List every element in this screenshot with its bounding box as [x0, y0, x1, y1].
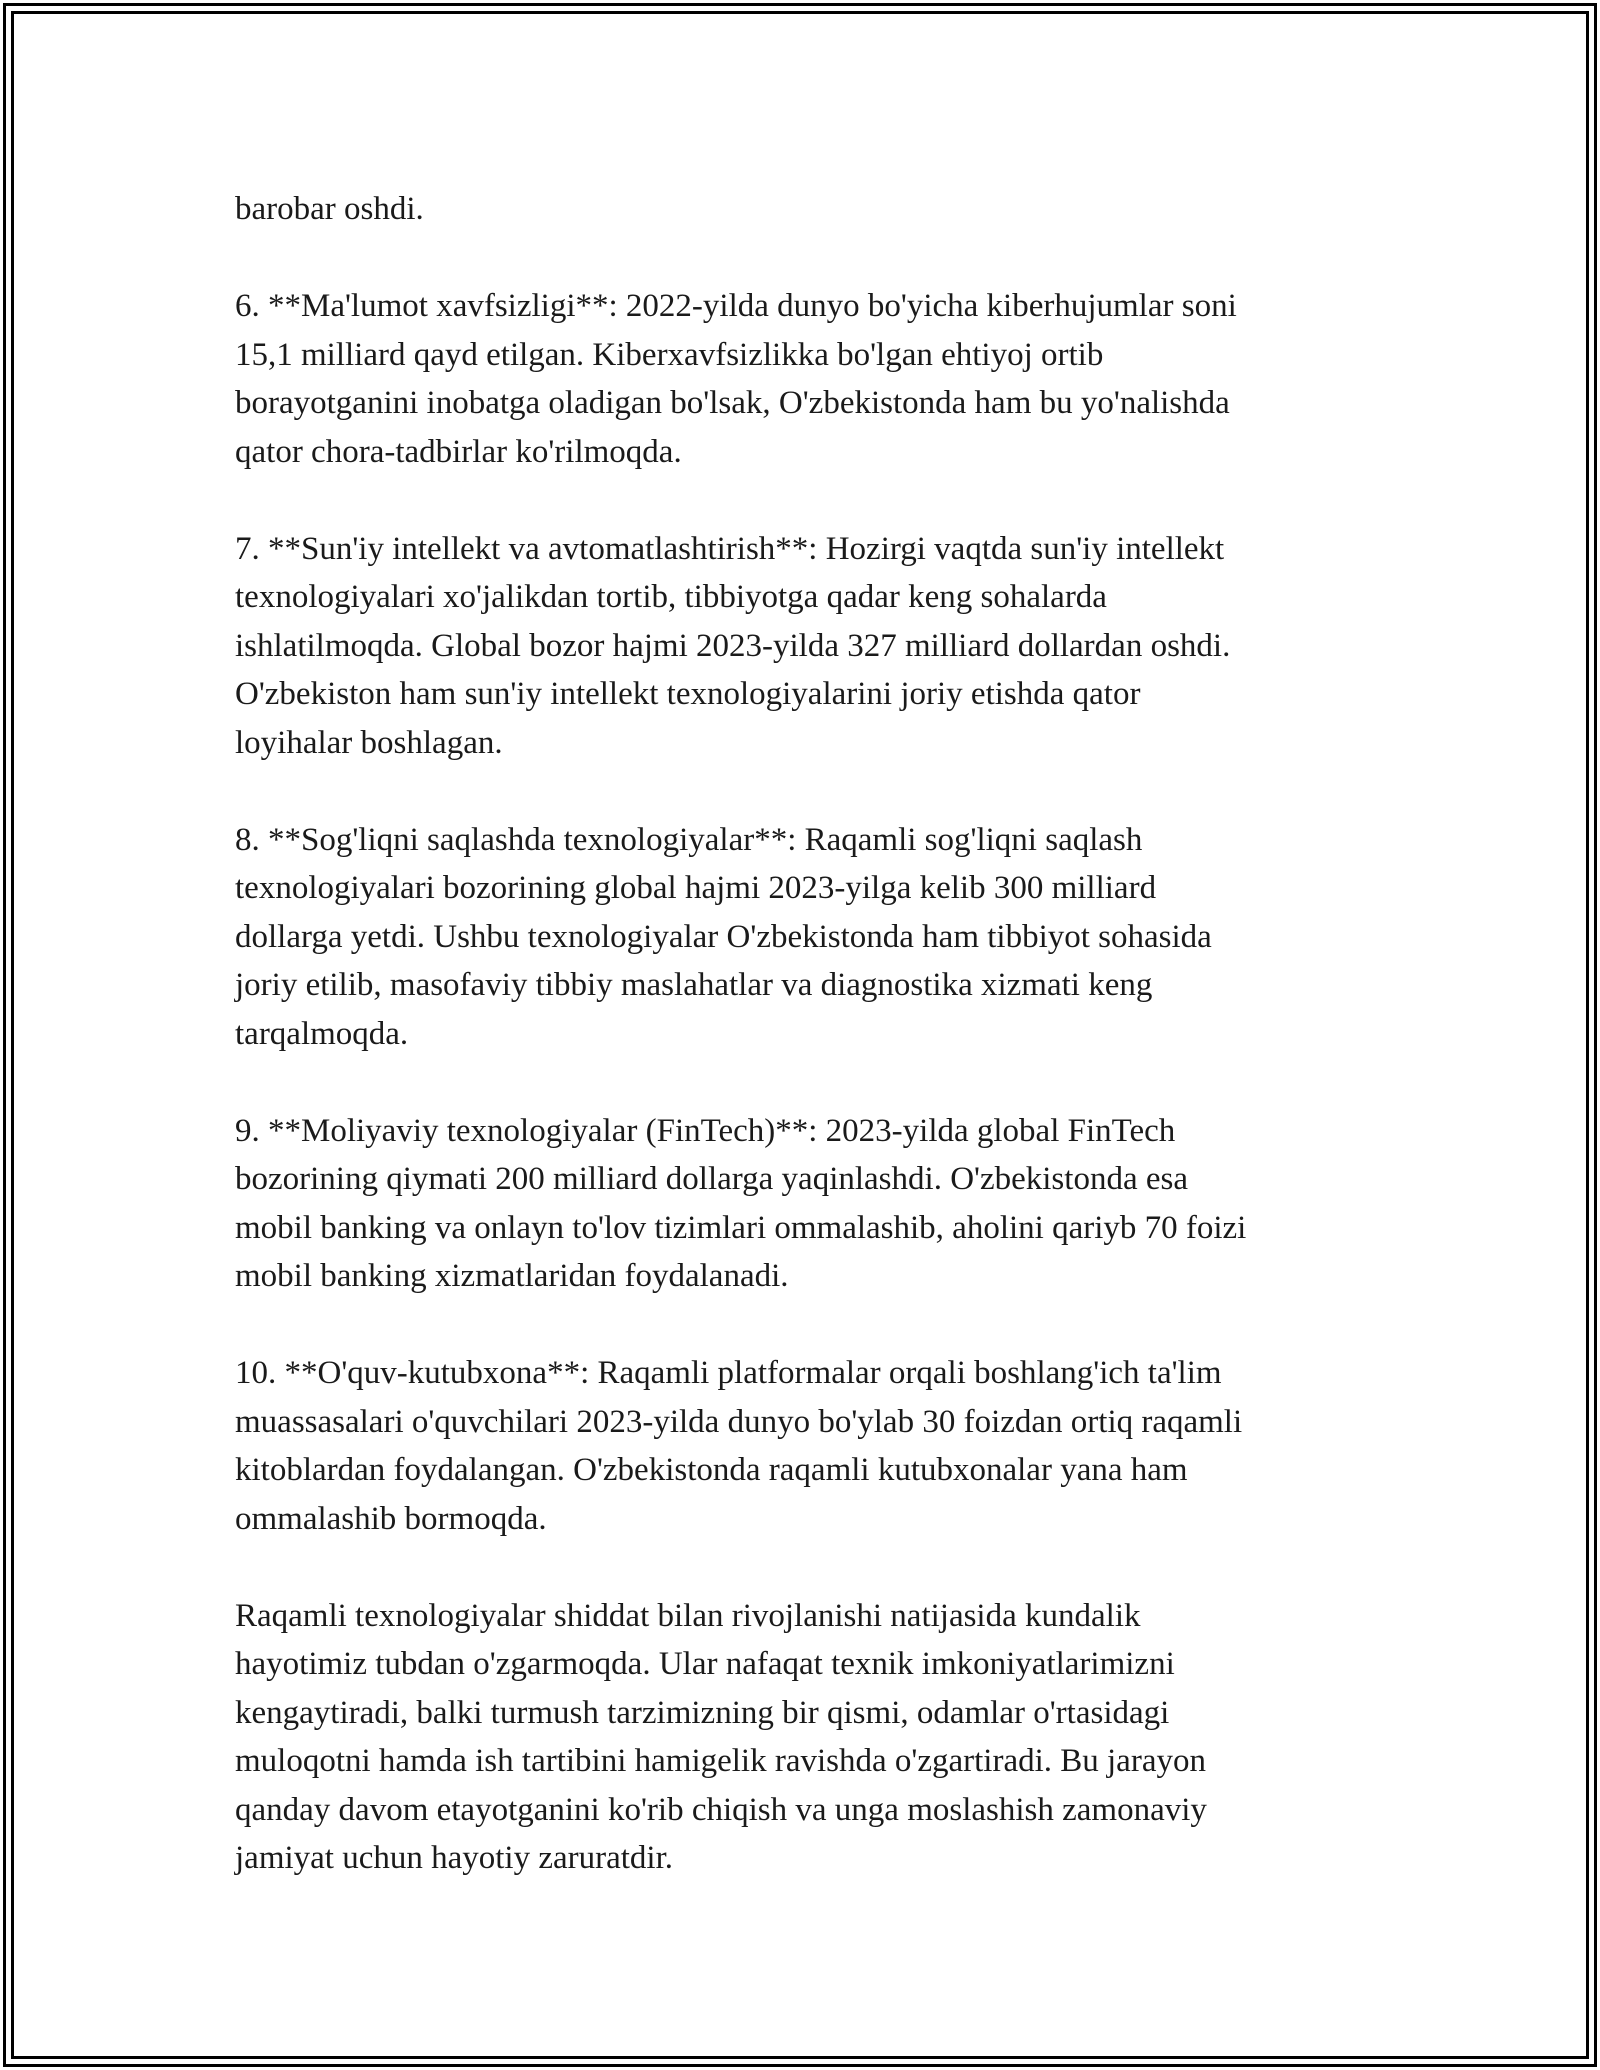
paragraph-conclusion: Raqamli texnologiyalar shiddat bilan rivojlanishi natijasida kundalik hayotimiz tubdan o'zgarmoqda. Ular nafaqat texnik imkoniyatlarimizni kengaytiradi, balki turmush tarzimizning bir qismi, odamlar o'rtasidagi muloqotni hamda ish tartibini hamigelik ravishda o'zgartiradi. Bu jarayon qanday davom etayotganini ko'rib chiqish va unga moslashish zamonaviy jamiyat uchun hayotiy zaruratdir. [235, 1597, 1207, 1876]
paragraph-continuation: barobar oshdi. [235, 191, 424, 227]
paragraph-item-9: 9. **Moliyaviy texnologiyalar (FinTech)**: 2023-yilda global FinTech bozorining qiymati 200 milliard dollarga yaqinlashdi. O'zbekistonda esa mobil banking va onlayn to'lov tizimlari ommalashib, aholini qariyb 70 foizi mobil banking xizmatlaridan foydalanadi. [235, 1112, 1247, 1294]
document-body [235, 185, 1375, 1883]
paragraph-item-6: 6. **Ma'lumot xavfsizligi**: 2022-yilda dunyo bo'yicha kiberhujumlar soni 15,1 milliard qayd etilgan. Kiberxavfsizlikka bo'lgan ehtiyoj ortib borayotganini inobatga oladigan bo'lsak, O'zbekistonda ham bu yo'nalishda qator chora-tadbirlar ko'rilmoqda. [235, 288, 1237, 470]
paragraph-item-10: 10. **O'quv-kutubxona**: Raqamli platformalar orqali boshlang'ich ta'lim muassasalari o'quvchilari 2023-yilda dunyo bo'ylab 30 foizdan ortiq raqamli kitoblardan foydalangan. O'zbekistonda raqamli kutubxonalar yana ham ommalashib bormoqda. [235, 1355, 1243, 1537]
paragraph-item-8: 8. **Sog'liqni saqlashda texnologiyalar**: Raqamli sog'liqni saqlash texnologiyalari bozorining global hajmi 2023-yilga kelib 300 milliard dollarga yetdi. Ushbu texnologiyalar O'zbekistonda ham tibbiyot sohasida joriy etilib, masofaviy tibbiy maslahatlar va diagnostika xizmati keng tarqalmoqda. [235, 821, 1212, 1052]
paragraph-item-7: 7. **Sun'iy intellekt va avtomatlashtirish**: Hozirgi vaqtda sun'iy intellekt texnologiyalari xo'jalikdan tortib, tibbiyotga qadar keng sohalarda ishlatilmoqda. Global bozor hajmi 2023-yilda 327 milliard dollardan oshdi. O'zbekiston ham sun'iy intellekt texnologiyalarini joriy etishda qator loyihalar boshlagan. [235, 530, 1231, 761]
